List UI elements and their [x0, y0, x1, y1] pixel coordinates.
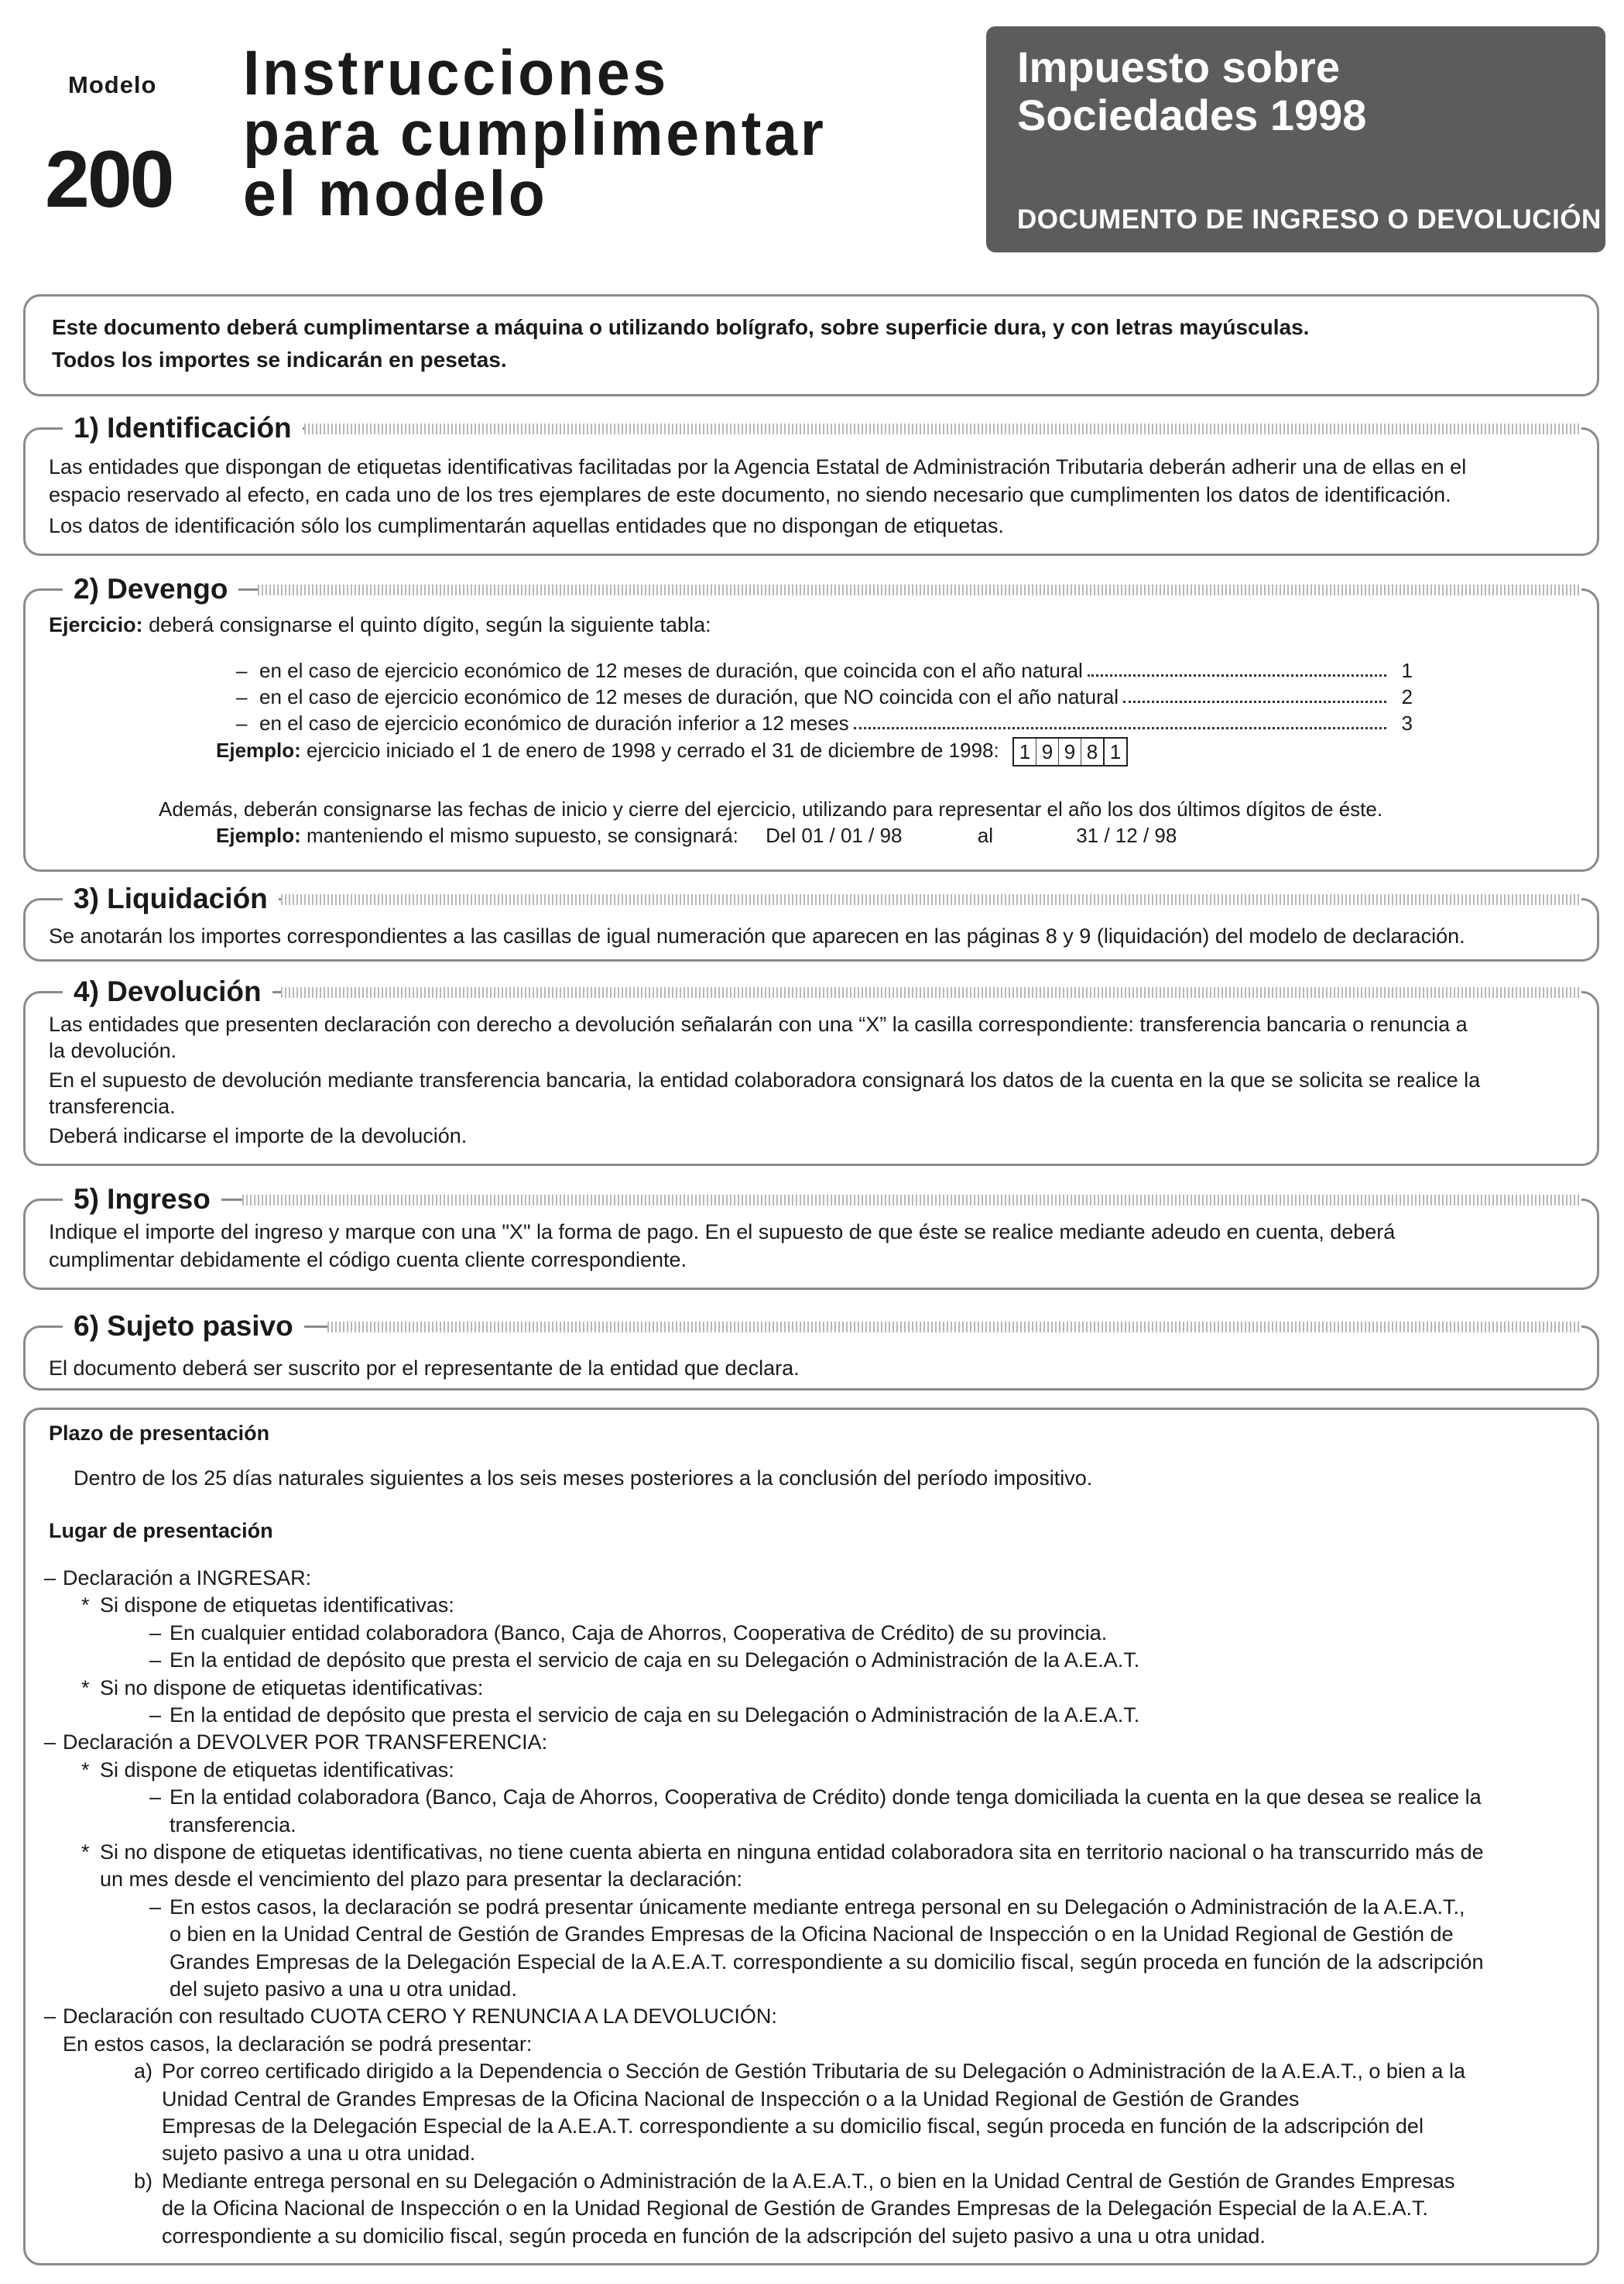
digit-box: 8 — [1081, 739, 1105, 765]
text-line: espacio reservado al efecto, en cada uno de los tres ejemplares de este documento, no siendo necesario que cumplimenten los datos de identificación. — [49, 483, 1451, 506]
list-text: En estos casos, la declaración se podrá presentar: — [63, 2032, 533, 2056]
digit-box: 9 — [1059, 739, 1081, 765]
row-digit: 2 — [1401, 685, 1413, 708]
ejemplo-label: Ejemplo: — [216, 739, 301, 762]
list-text: Por correo certificado dirigido a la Dependencia o Sección de Gestión Tributaria de su Delegación o Administración de la A.E.A.T., o bien a la — [162, 2059, 1465, 2083]
list-text: En la entidad de depósito que presta el servicio de caja en su Delegación o Administración de la A.E.A.T. — [170, 1703, 1140, 1727]
text-line: Se anotarán los importes correspondientes a las casillas de igual numeración que aparecen en las páginas 8 y 9 (liquidación) del modelo de declaración. — [49, 924, 1465, 948]
text-line: Las entidades que presenten declaración con derecho a devolución señalarán con una “X” la casilla correspondiente: transferencia bancaria o renuncia a — [49, 1013, 1468, 1036]
text-line: transferencia. — [49, 1095, 176, 1118]
row-digit: 1 — [1401, 659, 1413, 682]
list-marker: – — [44, 2005, 57, 2029]
list-text: En la entidad colaboradora (Banco, Caja de Ahorros, Cooperativa de Crédito) donde tenga domiciliada la cuenta en la que desea se realice la — [170, 1785, 1482, 1809]
row-digit: 3 — [1401, 712, 1413, 735]
digit-box: 1 — [1014, 739, 1036, 765]
tabla-row — [236, 657, 1413, 684]
section-title: 6) Sujeto pasivo — [63, 1309, 304, 1343]
list-text: un mes desde el vencimiento del plazo para presentar la declaración: — [100, 1867, 742, 1891]
list-text: sujeto pasivo a una u otra unidad. — [162, 2142, 476, 2166]
intro-line: Este documento deberá cumplimentarse a máquina o utilizando bolígrafo, sobre superficie dura, y con letras mayúsculas. — [52, 315, 1310, 339]
ejercicio-line — [49, 611, 711, 639]
tax-title — [1017, 43, 1366, 139]
tax-title-line: Impuesto sobre — [1017, 43, 1340, 91]
list-text: transferencia. — [170, 1812, 296, 1836]
text-line: El documento deberá ser suscrito por el representante de la entidad que declara. — [49, 1356, 800, 1380]
leader-dots — [1123, 684, 1386, 703]
text-line: cumplimentar debidamente el código cuenta cliente correspondiente. — [49, 1248, 687, 1271]
row-text: en el caso de ejercicio económico de 12 meses de duración, que NO coincida con el año natural — [259, 685, 1119, 708]
title-line: el modelo — [243, 159, 548, 229]
title-stripe — [327, 1322, 1581, 1332]
list-marker: * — [81, 1675, 90, 1699]
list-marker: b) — [134, 2169, 153, 2193]
list-text: En cualquier entidad colaboradora (Banco, Caja de Ahorros, Cooperativa de Crédito) de su provincia. — [170, 1620, 1108, 1644]
section-devolucion — [23, 976, 1599, 1166]
digit-box: 9 — [1036, 739, 1059, 765]
title-stripe — [281, 894, 1581, 905]
section-title: 5) Ingreso — [63, 1182, 221, 1216]
leader-dots — [1088, 657, 1386, 677]
del-date: 01 / 01 / 98 — [801, 824, 903, 847]
row-dash: – — [236, 712, 248, 735]
ejemplo-text: ejercicio iniciado el 1 de enero de 1998 y cerrado el 31 de diciembre de 1998: — [307, 739, 999, 762]
section-devengo — [23, 573, 1599, 872]
list-marker: * — [81, 1758, 90, 1782]
al-date: 31 / 12 / 98 — [1076, 824, 1177, 847]
list-text: Unidad Central de Grandes Empresas de la Oficina Nacional de Inspección o a la Unidad Regional de Gestión de Grandes — [162, 2087, 1300, 2111]
list-text: del sujeto pasivo a una u otra unidad. — [170, 1977, 517, 2001]
del-label: Del — [766, 824, 797, 847]
list-text: En estos casos, la declaración se podrá presentar únicamente mediante entrega personal en su Delegación o Administración de la A.E.A.T., — [170, 1895, 1465, 1919]
title-line: Instrucciones — [243, 38, 670, 108]
row-dash: – — [236, 659, 248, 682]
section-sujeto-pasivo — [23, 1310, 1599, 1391]
document-header — [0, 0, 1624, 271]
title-stripe — [281, 987, 1581, 998]
text-line: Las entidades que dispongan de etiquetas identificativas facilitadas por la Agencia Estatal de Administración Tributaria deberán adherir una de ellas en el — [49, 455, 1467, 478]
text-line: la devolución. — [49, 1039, 177, 1062]
row-text: en el caso de ejercicio económico de duración inferior a 12 meses — [259, 712, 849, 735]
al-label: al — [977, 824, 993, 847]
list-marker: – — [149, 1703, 162, 1727]
list-marker: – — [149, 1785, 162, 1809]
section-liquidacion — [23, 883, 1599, 962]
title-stripe — [242, 1195, 1581, 1205]
ejercicio-digit-boxes — [1012, 737, 1128, 766]
section-presentacion — [23, 1408, 1599, 2265]
section-ingreso — [23, 1183, 1599, 1290]
list-marker: – — [44, 1566, 57, 1590]
page-title — [243, 38, 827, 229]
row-dash: – — [236, 685, 248, 708]
tax-title-line: Sociedades 1998 — [1017, 91, 1367, 139]
document-type: DOCUMENTO DE INGRESO O DEVOLUCIÓN — [1017, 204, 1602, 235]
modelo-number: 200 — [45, 135, 173, 225]
list-text: Si dispone de etiquetas identificativas: — [100, 1593, 454, 1617]
list-marker: * — [81, 1840, 90, 1864]
plazo-title: Plazo de presentación — [49, 1421, 270, 1445]
title-line: para cumplimentar — [243, 98, 827, 169]
list-text: o bien en la Unidad Central de Gestión de Grandes Empresas de la Oficina Nacional de Inspección o en la Unidad Regional de Gestión de — [170, 1922, 1454, 1946]
list-text: Declaración a DEVOLVER POR TRANSFERENCIA: — [63, 1730, 548, 1754]
leader-dots — [854, 710, 1386, 729]
list-text: Empresas de la Delegación Especial de la A.E.A.T. correspondiente a su domicilio fiscal, según proceda en función de la adscripción del — [162, 2114, 1424, 2138]
title-stripe — [258, 585, 1581, 595]
list-text: Mediante entrega personal en su Delegación o Administración de la A.E.A.T., o bien en la Unidad Central de Gestión de Grandes Empresas — [162, 2169, 1455, 2193]
section-title: 2) Devengo — [63, 572, 238, 606]
list-text: Si dispone de etiquetas identificativas: — [100, 1758, 454, 1782]
list-text: correspondiente a su domicilio fiscal, según proceda en función de la adscripción del sujeto pasivo a una u otra unidad. — [162, 2224, 1266, 2248]
list-text: Grandes Empresas de la Delegación Especial de la A.E.A.T. correspondiente a su domicilio fiscal, según proceda en función de la adscripción — [170, 1950, 1484, 1974]
ejercicio-text: deberá consignarse el quinto dígito, según la siguiente tabla: — [149, 613, 711, 636]
intro-line: Todos los importes se indicarán en pesetas. — [52, 348, 507, 372]
list-marker: – — [44, 1730, 57, 1754]
list-marker: a) — [134, 2059, 153, 2083]
list-marker: – — [149, 1648, 162, 1672]
list-text: Declaración con resultado CUOTA CERO Y RENUNCIA A LA DEVOLUCIÓN: — [63, 2005, 777, 2029]
text-line: Indique el importe del ingreso y marque con una "X" la forma de pago. En el supuesto de que éste se realice mediante adeudo en cuenta, deberá — [49, 1220, 1396, 1243]
list-text: En la entidad de depósito que presta el servicio de caja en su Delegación o Administración de la A.E.A.T. — [170, 1648, 1140, 1672]
section-title: 4) Devolución — [63, 975, 272, 1009]
modelo-label: Modelo — [68, 71, 157, 98]
text-line: Deberá indicarse el importe de la devolución. — [49, 1124, 468, 1147]
section-title: 1) Identificación — [63, 411, 303, 445]
digit-box: 1 — [1109, 740, 1122, 764]
plazo-text: Dentro de los 25 días naturales siguientes a los seis meses posteriores a la conclusión del período impositivo. — [74, 1466, 1093, 1490]
intro-box — [23, 294, 1599, 396]
lugar-title: Lugar de presentación — [49, 1519, 273, 1542]
text-line: Los datos de identificación sólo los cumplimentarán aquellas entidades que no dispongan de etiquetas. — [49, 514, 1004, 537]
ejemplo-line — [216, 736, 1128, 766]
list-text: Si no dispone de etiquetas identificativas, no tiene cuenta abierta en ninguna entidad colaboradora sita en territorio nacional o ha transcurrido más de — [100, 1840, 1484, 1864]
list-marker: – — [149, 1620, 162, 1644]
list-marker: – — [149, 1895, 162, 1919]
list-marker: * — [81, 1593, 90, 1617]
ejemplo-fechas-line — [216, 821, 1454, 849]
ejemplo-text: manteniendo el mismo supuesto, se consignará: — [307, 824, 738, 847]
section-identificacion — [23, 412, 1599, 556]
ademas-line: Además, deberán consignarse las fechas de inicio y cierre del ejercicio, utilizando para representar el año los dos últimos dígitos de éste. — [159, 797, 1383, 821]
section-title: 3) Liquidación — [63, 882, 279, 916]
row-text: en el caso de ejercicio económico de 12 meses de duración, que coincida con el año natural — [259, 659, 1083, 682]
tax-banner — [986, 26, 1605, 252]
title-stripe — [304, 424, 1581, 434]
list-text: Declaración a INGRESAR: — [63, 1566, 312, 1590]
text-line: En el supuesto de devolución mediante transferencia bancaria, la entidad colaboradora consignará los datos de la cuenta en la que se solicita se realice la — [49, 1068, 1481, 1092]
list-text: Si no dispone de etiquetas identificativas: — [100, 1675, 484, 1699]
ejercicio-label: Ejercicio: — [49, 613, 143, 636]
ejemplo-label: Ejemplo: — [216, 824, 301, 847]
tabla-row — [236, 710, 1413, 736]
tabla-row — [236, 684, 1413, 710]
list-text: de la Oficina Nacional de Inspección o en la Unidad Regional de Gestión de Grandes Empresas de la Delegación Especial de la A.E.A.T. — [162, 2197, 1428, 2221]
